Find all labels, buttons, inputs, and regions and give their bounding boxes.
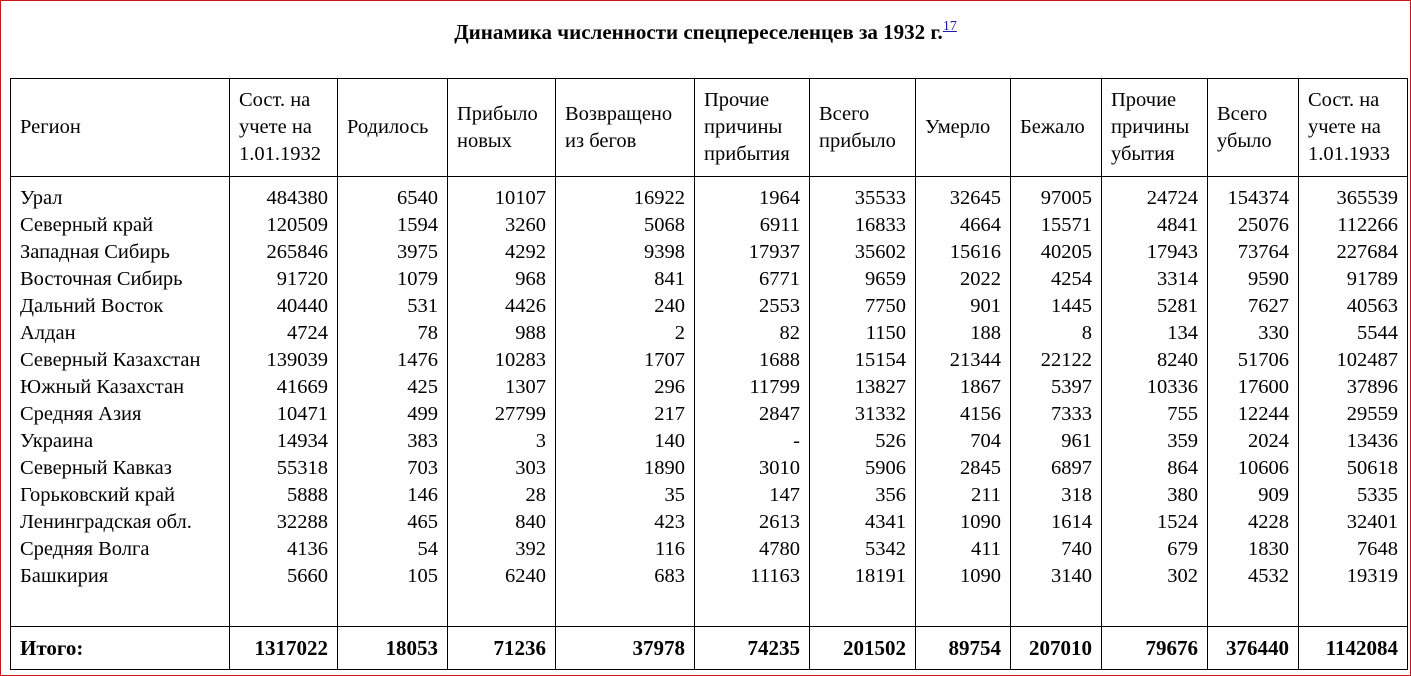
total-value: 79676 xyxy=(1102,627,1208,670)
region-name: Северный Кавказ xyxy=(20,457,172,479)
value-column xyxy=(1299,177,1408,627)
table-cell: 526 xyxy=(875,430,906,452)
table-cell: 1090 xyxy=(960,565,1001,587)
total-value: 207010 xyxy=(1011,627,1102,670)
value-column xyxy=(1011,177,1102,627)
table-cell: 40440 xyxy=(276,295,328,317)
table-cell: 1688 xyxy=(759,349,800,371)
table-cell: 18191 xyxy=(854,565,906,587)
table-cell: 35602 xyxy=(854,241,906,263)
table-cell: 15154 xyxy=(854,349,906,371)
table-cell: 423 xyxy=(654,511,685,533)
table-cell: 2 xyxy=(674,322,685,344)
table-cell: 1445 xyxy=(1051,295,1092,317)
region-name: Ленинградская обл. xyxy=(20,511,192,533)
column-header: Прочие причины убытия xyxy=(1102,79,1208,177)
total-value: 74235 xyxy=(695,627,810,670)
value-column xyxy=(338,177,448,627)
table-cell: 147 xyxy=(769,484,800,506)
table-cell: 105 xyxy=(407,565,438,587)
table-cell: 4532 xyxy=(1248,565,1289,587)
value-column xyxy=(230,177,338,627)
table-cell: 1150 xyxy=(865,322,906,344)
table-cell: 901 xyxy=(970,295,1001,317)
column-header: Умерло xyxy=(916,79,1011,177)
table-cell: 40563 xyxy=(1346,295,1398,317)
table-cell: 356 xyxy=(875,484,906,506)
table-cell: 302 xyxy=(1167,565,1198,587)
table-cell: 2613 xyxy=(759,511,800,533)
table-cell: 82 xyxy=(779,322,800,344)
table-cell: 6540 xyxy=(397,187,438,209)
table-cell: 3260 xyxy=(505,214,546,236)
table-cell: 531 xyxy=(407,295,438,317)
table-cell: 380 xyxy=(1167,484,1198,506)
table-cell: 1594 xyxy=(397,214,438,236)
table-cell: 2024 xyxy=(1248,430,1289,452)
table-cell: 5660 xyxy=(287,565,328,587)
region-name: Северный край xyxy=(20,214,154,236)
table-cell: 139039 xyxy=(266,349,328,371)
table-cell: 5342 xyxy=(865,538,906,560)
table-cell: 1830 xyxy=(1248,538,1289,560)
table-cell: 704 xyxy=(970,430,1001,452)
body-row xyxy=(11,177,1408,627)
table-cell: 909 xyxy=(1258,484,1289,506)
table-cell: 8 xyxy=(1081,322,1092,344)
table-cell: 55318 xyxy=(276,457,328,479)
table-cell: 683 xyxy=(654,565,685,587)
region-name: Южный Казахстан xyxy=(20,376,185,398)
table-cell: 217 xyxy=(654,403,685,425)
table-cell: 296 xyxy=(654,376,685,398)
table-cell: 3140 xyxy=(1051,565,1092,587)
table-cell: 3010 xyxy=(759,457,800,479)
table-cell: 10107 xyxy=(494,187,546,209)
table-cell: 17600 xyxy=(1237,376,1289,398)
table-cell: 961 xyxy=(1061,430,1092,452)
total-value: 89754 xyxy=(916,627,1011,670)
region-name: Башкирия xyxy=(20,565,109,587)
table-cell: 265846 xyxy=(266,241,328,263)
total-value: 1317022 xyxy=(230,627,338,670)
table-cell: 359 xyxy=(1167,430,1198,452)
table-cell: 10336 xyxy=(1146,376,1198,398)
total-value: 71236 xyxy=(448,627,556,670)
region-name: Западная Сибирь xyxy=(20,241,170,263)
table-cell: 5397 xyxy=(1051,376,1092,398)
table-cell: 27799 xyxy=(494,403,546,425)
table-cell: 3975 xyxy=(397,241,438,263)
table-cell: 303 xyxy=(515,457,546,479)
table-cell: 318 xyxy=(1061,484,1092,506)
table-cell: 211 xyxy=(971,484,1001,506)
value-column xyxy=(916,177,1011,627)
header-row xyxy=(11,79,1408,177)
table-cell: 5281 xyxy=(1157,295,1198,317)
value-column xyxy=(1102,177,1208,627)
table-cell: 35 xyxy=(664,484,685,506)
table-cell: 5906 xyxy=(865,457,906,479)
table-cell: 32288 xyxy=(276,511,328,533)
table-cell: 102487 xyxy=(1336,349,1398,371)
table-cell: 1090 xyxy=(960,511,1001,533)
table-cell: 499 xyxy=(407,403,438,425)
table-cell: 240 xyxy=(654,295,685,317)
table-cell: 97005 xyxy=(1040,187,1092,209)
column-header: Всего убыло xyxy=(1208,79,1299,177)
totals-row xyxy=(11,627,1408,670)
table-cell: 9659 xyxy=(865,268,906,290)
table-cell: 8240 xyxy=(1157,349,1198,371)
value-column xyxy=(695,177,810,627)
table-cell: 6897 xyxy=(1051,457,1092,479)
column-header: Регион xyxy=(11,79,230,177)
table-cell: 1707 xyxy=(644,349,685,371)
table-cell: 1964 xyxy=(759,187,800,209)
table-cell: 41669 xyxy=(276,376,328,398)
table-cell: 2845 xyxy=(960,457,1001,479)
region-column xyxy=(11,177,230,627)
table-cell: 29559 xyxy=(1346,403,1398,425)
table-cell: 6771 xyxy=(759,268,800,290)
table-cell: 4341 xyxy=(865,511,906,533)
table-cell: 4426 xyxy=(505,295,546,317)
table-cell: 4156 xyxy=(960,403,1001,425)
table-cell: 6911 xyxy=(759,214,800,236)
table-cell: 16922 xyxy=(633,187,685,209)
table-cell: 4664 xyxy=(960,214,1001,236)
column-header: Прочие причины прибытия xyxy=(695,79,810,177)
table-cell: 7333 xyxy=(1051,403,1092,425)
table-cell: 679 xyxy=(1167,538,1198,560)
table-cell: 2022 xyxy=(960,268,1001,290)
table-cell: 25076 xyxy=(1237,214,1289,236)
total-value: 201502 xyxy=(810,627,916,670)
table-cell: 3 xyxy=(535,430,546,452)
data-table xyxy=(10,78,1408,670)
table-cell: 51706 xyxy=(1237,349,1289,371)
region-name: Украина xyxy=(20,430,94,452)
column-header: Прибыло новых xyxy=(448,79,556,177)
table-cell: 154374 xyxy=(1227,187,1289,209)
total-value: 376440 xyxy=(1208,627,1299,670)
table-cell: 35533 xyxy=(854,187,906,209)
table-cell: 5544 xyxy=(1357,322,1398,344)
table-cell: 1867 xyxy=(960,376,1001,398)
region-name: Средняя Азия xyxy=(20,403,142,425)
table-cell: 840 xyxy=(515,511,546,533)
column-header: Сост. на учете на 1.01.1933 xyxy=(1299,79,1408,177)
table-cell: 22122 xyxy=(1040,349,1092,371)
table-cell: 10471 xyxy=(276,403,328,425)
table-cell: 703 xyxy=(407,457,438,479)
table-cell: 19319 xyxy=(1346,565,1398,587)
table-cell: 484380 xyxy=(266,187,328,209)
table-cell: 28 xyxy=(525,484,546,506)
table-cell: 91720 xyxy=(276,268,328,290)
table-cell: 32401 xyxy=(1346,511,1398,533)
table-cell: 17943 xyxy=(1146,241,1198,263)
table-cell: 146 xyxy=(407,484,438,506)
table-cell: 15616 xyxy=(949,241,1001,263)
table-cell: 15571 xyxy=(1040,214,1092,236)
footnote-link[interactable]: 17 xyxy=(942,19,957,34)
column-header: Бежало xyxy=(1011,79,1102,177)
table-cell: 1079 xyxy=(397,268,438,290)
table-cell: 425 xyxy=(407,376,438,398)
table-cell: 37896 xyxy=(1346,376,1398,398)
table-cell: 11163 xyxy=(750,565,800,587)
total-value: 1142084 xyxy=(1299,627,1408,670)
table-cell: 5888 xyxy=(287,484,328,506)
table-cell: 864 xyxy=(1167,457,1198,479)
totals-label: Итого: xyxy=(11,627,230,670)
table-cell: 32645 xyxy=(949,187,1001,209)
table-cell: 227684 xyxy=(1336,241,1398,263)
region-name: Дальний Восток xyxy=(20,295,164,317)
table-cell: 1524 xyxy=(1157,511,1198,533)
table-cell: 330 xyxy=(1258,322,1289,344)
table-cell: 5068 xyxy=(644,214,685,236)
table-cell: 14934 xyxy=(276,430,328,452)
table-cell: 1476 xyxy=(397,349,438,371)
total-value: 37978 xyxy=(556,627,695,670)
value-column xyxy=(448,177,556,627)
column-header: Сост. на учете на 1.01.1932 xyxy=(230,79,338,177)
table-cell: 7648 xyxy=(1357,538,1398,560)
table-cell: 7750 xyxy=(865,295,906,317)
table-cell: 17937 xyxy=(748,241,800,263)
table-cell: 5335 xyxy=(1357,484,1398,506)
table-cell: 40205 xyxy=(1040,241,1092,263)
table-cell: 12244 xyxy=(1237,403,1289,425)
table-cell: 4292 xyxy=(505,241,546,263)
region-name: Средняя Волга xyxy=(20,538,150,560)
column-header: Возвращено из бегов xyxy=(556,79,695,177)
value-column xyxy=(556,177,695,627)
table-cell: 24724 xyxy=(1146,187,1198,209)
table-cell: 91789 xyxy=(1346,268,1398,290)
table-cell: 4136 xyxy=(287,538,328,560)
table-cell: 16833 xyxy=(854,214,906,236)
table-cell: 411 xyxy=(971,538,1001,560)
table-cell: 392 xyxy=(515,538,546,560)
table-cell: 755 xyxy=(1167,403,1198,425)
table-cell: 31332 xyxy=(854,403,906,425)
column-header: Родилось xyxy=(338,79,448,177)
table-cell: 4228 xyxy=(1248,511,1289,533)
table-cell: 1614 xyxy=(1051,511,1092,533)
value-column xyxy=(810,177,916,627)
table-cell: 73764 xyxy=(1237,241,1289,263)
table-cell: 383 xyxy=(407,430,438,452)
table-cell: 112266 xyxy=(1337,214,1398,236)
region-name: Северный Казахстан xyxy=(20,349,201,371)
table-cell: 13827 xyxy=(854,376,906,398)
table-cell: 9398 xyxy=(644,241,685,263)
table-cell: 3314 xyxy=(1157,268,1198,290)
table-cell: 50618 xyxy=(1346,457,1398,479)
table-cell: 10606 xyxy=(1237,457,1289,479)
table-cell: 841 xyxy=(654,268,685,290)
table-cell: 968 xyxy=(515,268,546,290)
table-cell: 116 xyxy=(655,538,685,560)
table-cell: 11799 xyxy=(749,376,800,398)
column-header: Всего прибыло xyxy=(810,79,916,177)
table-cell: 1890 xyxy=(644,457,685,479)
region-name: Горьковский край xyxy=(20,484,176,506)
table-cell: 365539 xyxy=(1336,187,1398,209)
table-cell: 740 xyxy=(1061,538,1092,560)
table-cell: 4724 xyxy=(287,322,328,344)
table-cell: 54 xyxy=(417,538,438,560)
table-cell: 120509 xyxy=(266,214,328,236)
table-cell: 2847 xyxy=(759,403,800,425)
table-cell: 9590 xyxy=(1248,268,1289,290)
value-column xyxy=(1208,177,1299,627)
table-title xyxy=(0,18,1411,46)
table-cell: 465 xyxy=(407,511,438,533)
table-cell: 4841 xyxy=(1157,214,1198,236)
table-cell: 13436 xyxy=(1346,430,1398,452)
region-name: Урал xyxy=(20,187,63,209)
table-cell: 4254 xyxy=(1051,268,1092,290)
table-cell: 988 xyxy=(515,322,546,344)
table-cell: 1307 xyxy=(505,376,546,398)
table-cell: 134 xyxy=(1167,322,1198,344)
region-name: Алдан xyxy=(20,322,76,344)
table-cell: 188 xyxy=(970,322,1001,344)
table-cell: 21344 xyxy=(949,349,1001,371)
table-cell: 7627 xyxy=(1248,295,1289,317)
table-cell: 6240 xyxy=(505,565,546,587)
table-cell: 140 xyxy=(654,430,685,452)
table-cell: 78 xyxy=(417,322,438,344)
title-text: Динамика численности спецпереселенцев за 1932 г. xyxy=(454,20,943,44)
region-name: Восточная Сибирь xyxy=(20,268,183,290)
table-cell: 10283 xyxy=(494,349,546,371)
table-cell: 2553 xyxy=(759,295,800,317)
table-cell: 4780 xyxy=(759,538,800,560)
table-cell: - xyxy=(793,430,800,452)
total-value: 18053 xyxy=(338,627,448,670)
